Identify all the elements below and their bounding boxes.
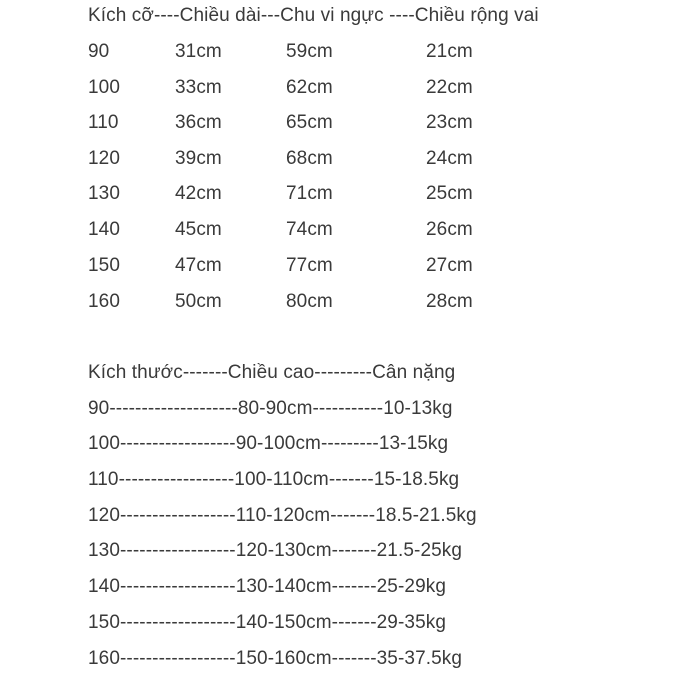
size-chart-row [88,76,508,100]
height-weight-header: Kích thước-------Chiều cao---------Cân nặng [88,362,456,383]
size-chart-row [88,254,508,278]
length-cell: 42cm [175,183,222,204]
size-chart-header: Kích cỡ----Chiều dài---Chu vi ngực ----Chiều rộng vai [88,5,539,26]
shoulder-cell: 23cm [426,112,473,133]
height-weight-row: 110------------------100-110cm-------15-18.5kg [88,469,460,490]
size-cell: 150 [88,255,121,276]
size-cell: 110 [88,112,119,133]
length-cell: 31cm [175,41,222,62]
length-cell: 50cm [175,291,222,312]
size-chart-row [88,40,508,64]
height-weight-row: 140------------------130-140cm-------25-29kg [88,576,446,597]
chest-cell: 62cm [286,77,333,98]
size-cell: 130 [88,183,121,204]
chest-cell: 68cm [286,148,333,169]
size-cell: 140 [88,219,121,240]
shoulder-cell: 22cm [426,77,473,98]
height-weight-row: 90--------------------80-90cm-----------10-13kg [88,398,453,419]
chest-cell: 59cm [286,41,333,62]
shoulder-cell: 25cm [426,183,473,204]
length-cell: 39cm [175,148,222,169]
chest-cell: 77cm [286,255,333,276]
height-weight-row: 120------------------110-120cm-------18.5-21.5kg [88,505,477,526]
chest-cell: 65cm [286,112,333,133]
size-chart-row [88,182,508,206]
shoulder-cell: 26cm [426,219,473,240]
chest-cell: 74cm [286,219,333,240]
size-cell: 120 [88,148,121,169]
height-weight-row: 160------------------150-160cm-------35-37.5kg [88,648,463,669]
shoulder-cell: 27cm [426,255,473,276]
height-weight-row: 150------------------140-150cm-------29-35kg [88,612,446,633]
height-weight-row: 100------------------90-100cm---------13-15kg [88,433,449,454]
length-cell: 47cm [175,255,222,276]
size-chart-row [88,218,508,242]
size-chart-row [88,111,508,135]
size-cell: 90 [88,41,110,62]
height-weight-row: 130------------------120-130cm-------21.5-25kg [88,540,463,561]
size-cell: 160 [88,291,121,312]
length-cell: 33cm [175,77,222,98]
length-cell: 45cm [175,219,222,240]
length-cell: 36cm [175,112,222,133]
size-chart-row [88,147,508,171]
chest-cell: 80cm [286,291,333,312]
shoulder-cell: 28cm [426,291,473,312]
shoulder-cell: 24cm [426,148,473,169]
size-cell: 100 [88,77,121,98]
chest-cell: 71cm [286,183,333,204]
shoulder-cell: 21cm [426,41,473,62]
size-chart-row [88,290,508,314]
